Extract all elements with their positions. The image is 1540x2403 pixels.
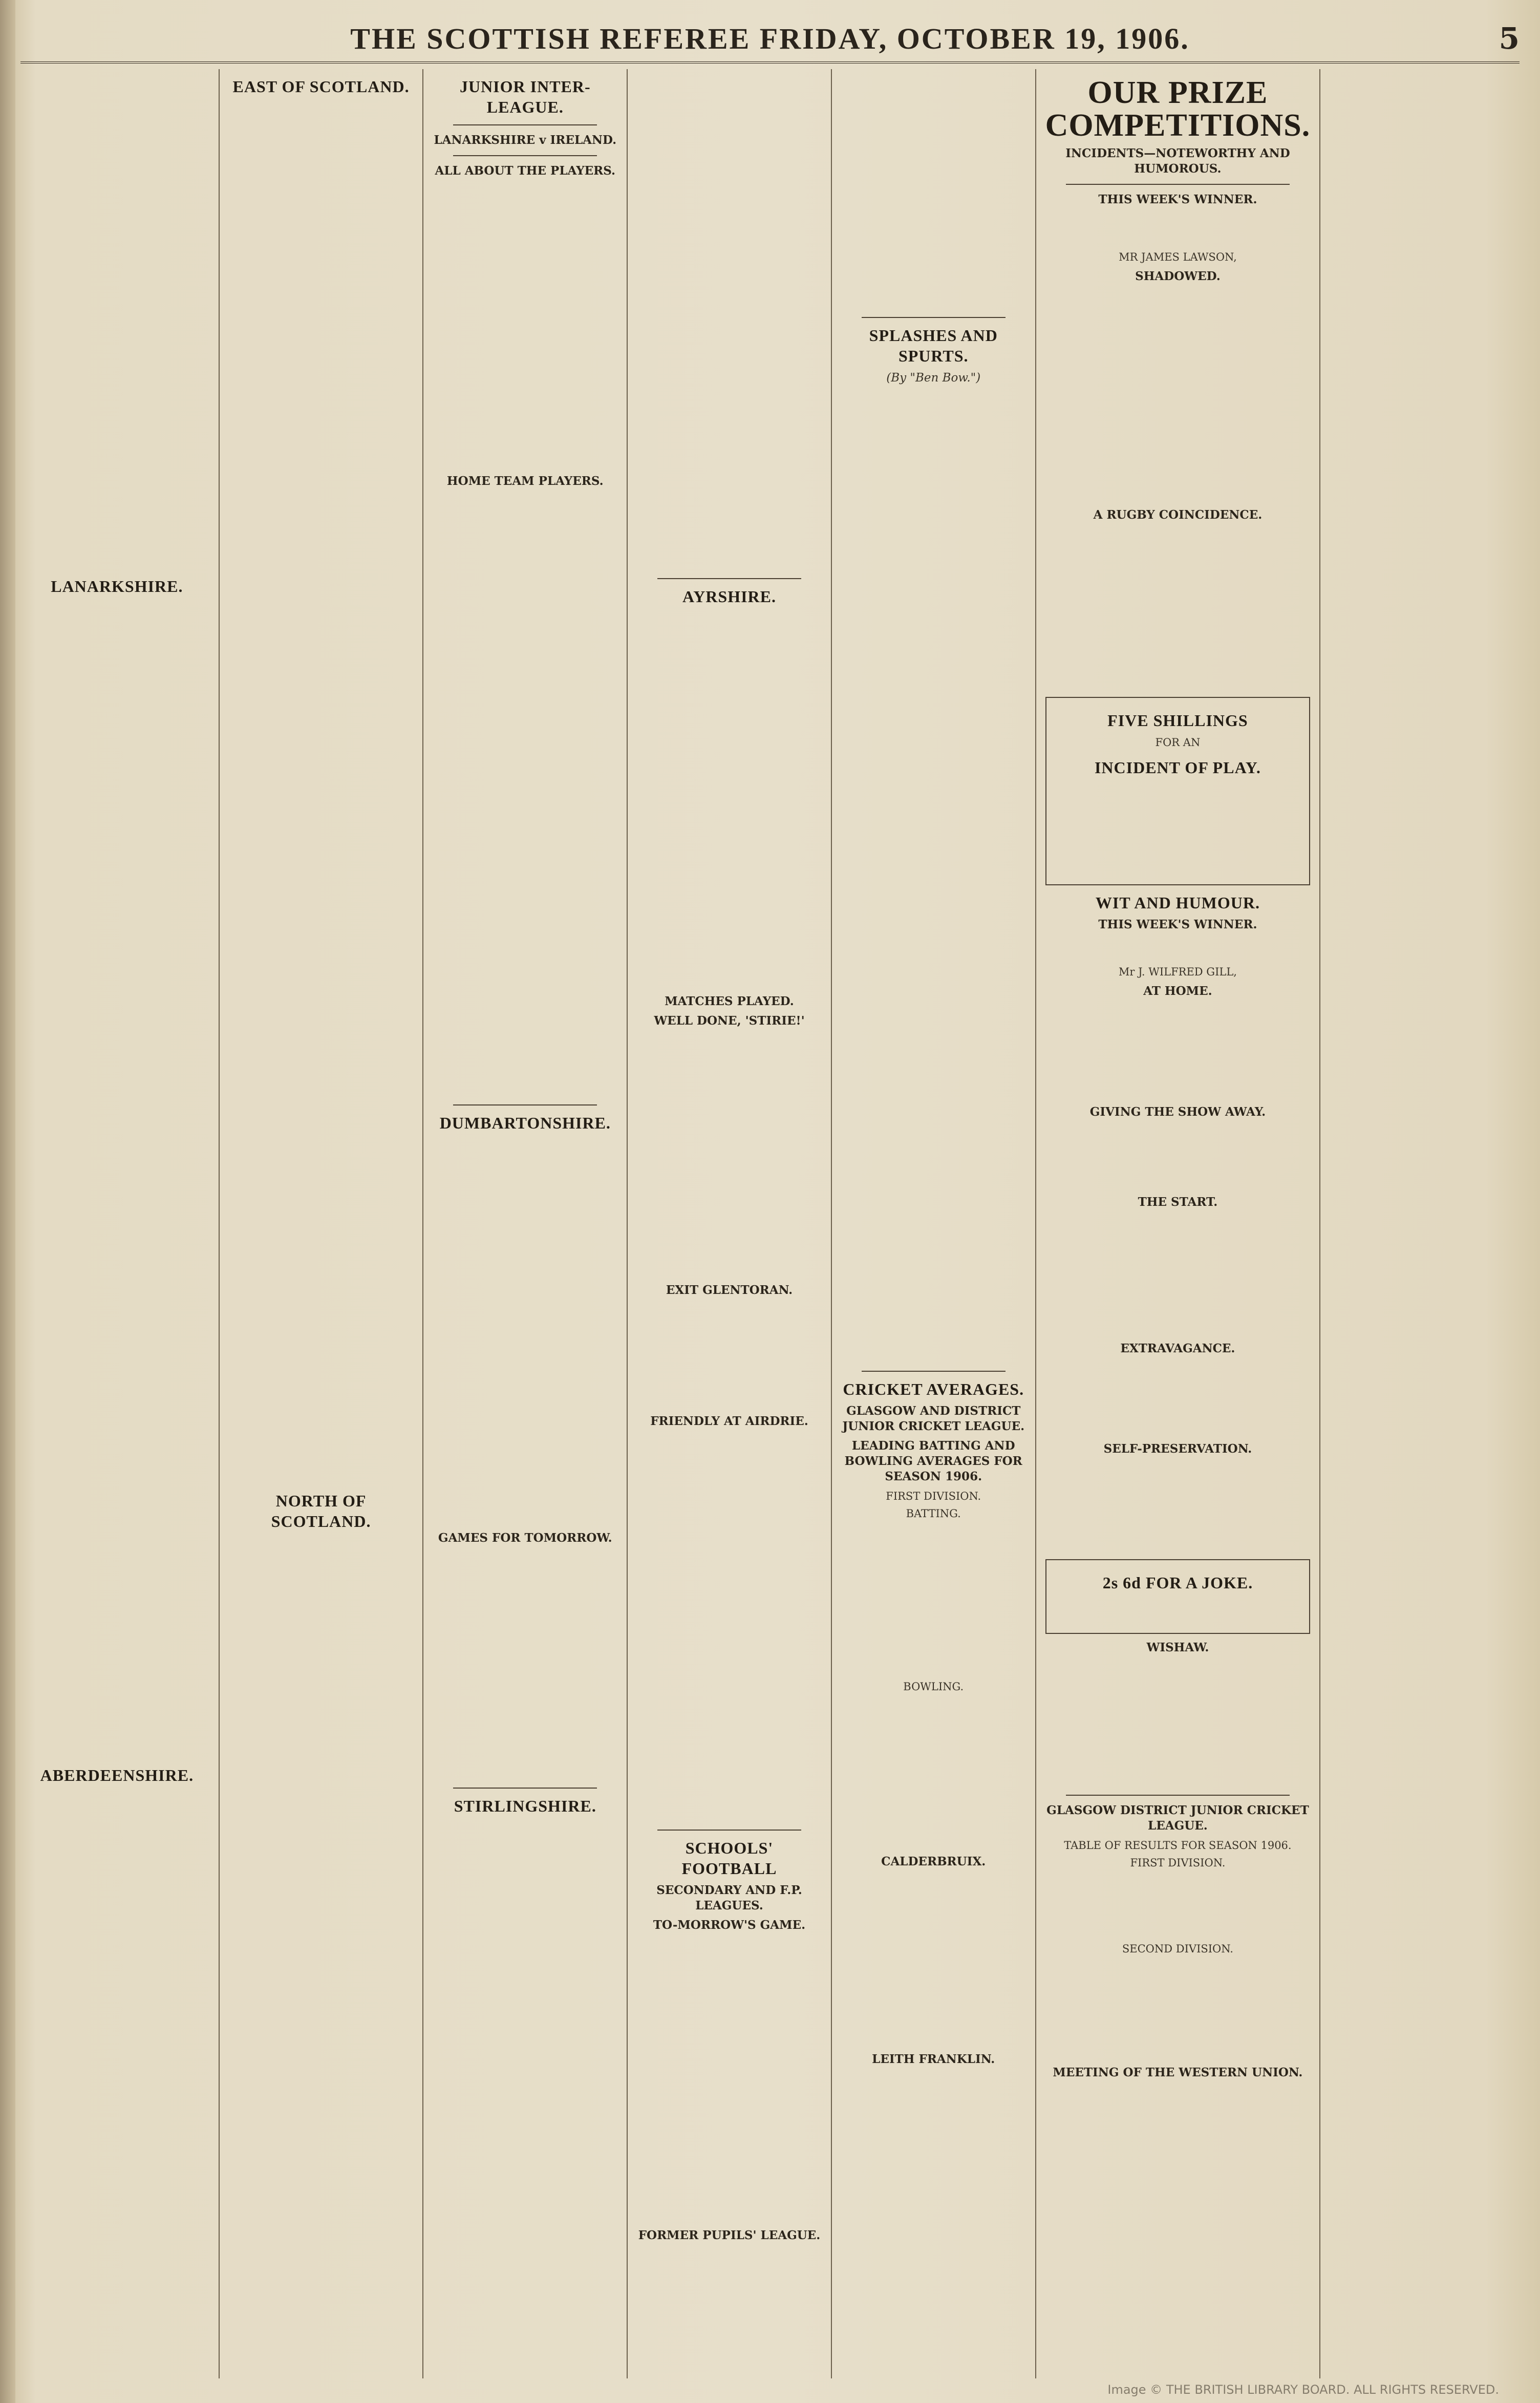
body-text-block xyxy=(1045,211,1311,247)
body-text-block xyxy=(841,69,1026,310)
heading-for-an: FOR AN xyxy=(1155,736,1201,749)
page-number: 5 xyxy=(1499,21,1520,56)
heading-cricket-averages: CRICKET AVERAGES. xyxy=(843,1380,1024,1398)
subheading-matches-played: MATCHES PLAYED. xyxy=(665,994,794,1008)
heading-splashes-and-spurts: SPLASHES AND SPURTS. xyxy=(869,326,998,365)
subheading-giving-show-away: GIVING THE SHOW AWAY. xyxy=(1089,1105,1266,1119)
table-block xyxy=(1045,1660,1311,1788)
subheading-tomorrows-game: TO-MORROW'S GAME. xyxy=(653,1918,806,1932)
body-text-block xyxy=(229,101,414,1483)
subheading-first-division-6: FIRST DIVISION. xyxy=(1130,1857,1226,1869)
masthead xyxy=(20,15,1520,63)
body-text-block xyxy=(1045,1124,1311,1190)
body-text-block xyxy=(1045,1461,1311,1553)
divider xyxy=(453,155,597,156)
body-text-block xyxy=(25,1790,209,2250)
table-block xyxy=(841,1874,1026,2048)
heading-ayrshire: AYRSHIRE. xyxy=(682,587,776,606)
subheading-meeting-western-union: MEETING OF THE WESTERN UNION. xyxy=(1053,2066,1303,2079)
subheading-exit-glentoran: EXIT GLENTORAN. xyxy=(666,1283,793,1297)
subheading-self-preservation: SELF-PRESERVATION. xyxy=(1103,1442,1252,1456)
body-text-block xyxy=(841,391,1026,1364)
body-text-block xyxy=(1045,2085,1311,2218)
heading-north-of-scotland: NORTH OF SCOTLAND. xyxy=(271,1492,371,1530)
divider xyxy=(1066,184,1290,185)
divider xyxy=(862,1371,1006,1372)
body-text-block xyxy=(637,1937,822,2224)
column-4 xyxy=(628,69,832,2378)
heading-five-shillings: FIVE SHILLINGS xyxy=(1107,711,1248,730)
divider xyxy=(657,1830,801,1831)
table-block xyxy=(841,2071,1026,2225)
subheading-leading-averages: LEADING BATTING AND BOWLING AVERAGES FOR SEASON 1906. xyxy=(844,1439,1022,1483)
column-3 xyxy=(423,69,628,2378)
subheading-at-home: AT HOME. xyxy=(1143,984,1212,998)
subheading-games-for-tomorrow: GAMES FOR TOMORROW. xyxy=(438,1531,612,1545)
subheading-second-division: SECOND DIVISION. xyxy=(1122,1943,1233,1955)
columns xyxy=(15,69,1525,2378)
table-block xyxy=(841,1523,1026,1677)
body-text-block xyxy=(1045,1003,1311,1100)
body-text-block xyxy=(25,601,209,1758)
subheading-extravagance: EXTRAVAGANCE. xyxy=(1120,1342,1235,1355)
subheading-all-about-players: ALL ABOUT THE PLAYERS. xyxy=(435,164,616,178)
table-block xyxy=(841,1696,1026,1850)
subheading-glasgow-district-cricket: GLASGOW DISTRICT JUNIOR CRICKET LEAGUE. xyxy=(1046,1803,1309,1833)
heading-joke-prize: 2s 6d FOR A JOKE. xyxy=(1102,1573,1253,1592)
subheading-rugby-coincidence: A RUGBY COINCIDENCE. xyxy=(1093,508,1263,522)
column-7 xyxy=(1320,69,1525,2378)
body-text-block xyxy=(433,1820,617,2076)
heading-lanarkshire: LANARKSHIRE. xyxy=(51,577,183,596)
subheading-this-weeks-winner-2: THIS WEEK'S WINNER. xyxy=(1098,918,1257,931)
heading-east-of-scotland: EAST OF SCOTLAND. xyxy=(232,77,410,96)
body-text-block xyxy=(1045,1360,1311,1437)
subheading-bowling: BOWLING. xyxy=(903,1681,964,1693)
subheading-shadowed: SHADOWED. xyxy=(1135,269,1221,283)
heading-stirlingshire: STIRLINGSHIRE. xyxy=(454,1797,596,1815)
body-text-block xyxy=(1045,288,1311,503)
subheading-leith-franklin: LEITH FRANKLIN. xyxy=(872,2052,995,2066)
body-text-block xyxy=(637,611,822,990)
winner-2-name: Mr J. WILFRED GILL, xyxy=(1118,966,1237,978)
copyright-footer: Image © THE BRITISH LIBRARY BOARD. ALL RIGHTS RESERVED. xyxy=(1107,2383,1499,2397)
body-text-block xyxy=(433,183,617,470)
subheading-table-of-results: TABLE OF RESULTS FOR SEASON 1906. xyxy=(1064,1839,1292,1852)
divider xyxy=(862,317,1006,318)
byline: (By "Ben Bow.") xyxy=(886,371,981,385)
subheading-wishaw: WISHAW. xyxy=(1146,1641,1209,1654)
heading-junior-inter-league: JUNIOR INTER-LEAGUE. xyxy=(459,77,591,116)
heading-schools-football: SCHOOLS' FOOTBALL xyxy=(681,1839,777,1878)
subheading-well-done-stirie: WELL DONE, 'STIRIE!' xyxy=(654,1014,805,1028)
subheading-calderbruix: CALDERBRUIX. xyxy=(881,1855,986,1868)
five-shillings-box xyxy=(1045,697,1311,885)
body-text-block xyxy=(433,1137,617,1526)
subheading-glasgow-junior-cricket: GLASGOW AND DISTRICT JUNIOR CRICKET LEAGUE. xyxy=(842,1404,1025,1433)
body-text-block xyxy=(1052,782,1304,879)
heading-prize-competitions: OUR PRIZE COMPETITIONS. xyxy=(1045,75,1311,143)
joke-box xyxy=(1045,1559,1311,1634)
divider xyxy=(1066,1795,1290,1796)
body-text-block xyxy=(637,1433,822,1822)
subheading-secondary-leagues: SECONDARY AND F.P. LEAGUES. xyxy=(656,1883,802,1912)
body-text-block xyxy=(637,1302,822,1410)
winner-name: MR JAMES LAWSON, xyxy=(1119,251,1237,263)
body-text-block xyxy=(1052,1597,1304,1628)
divider xyxy=(453,1104,597,1105)
body-text-block xyxy=(25,88,209,569)
column-5 xyxy=(832,69,1036,2378)
body-text-block xyxy=(637,69,822,571)
divider xyxy=(657,578,801,579)
subheading-former-pupils-league: FORMER PUPILS' LEAGUE. xyxy=(638,2228,821,2242)
heading-aberdeenshire: ABERDEENSHIRE. xyxy=(40,1766,194,1784)
subheading-home-team-players: HOME TEAM PLAYERS. xyxy=(446,474,604,488)
body-text-block xyxy=(433,493,617,1097)
masthead-title: THE SCOTTISH REFEREE FRIDAY, OCTOBER 19, 1906. xyxy=(350,22,1190,55)
subheading-this-weeks-winner: THIS WEEK'S WINNER. xyxy=(1098,193,1257,206)
body-text-block xyxy=(229,1536,414,2304)
divider xyxy=(453,1788,597,1789)
subheading-incidents: INCIDENTS—NOTEWORTHY AND HUMOROUS. xyxy=(1065,146,1290,176)
heading-incident-of-play: INCIDENT OF PLAY. xyxy=(1094,758,1261,777)
body-text-block xyxy=(1045,527,1311,691)
subheading-friendly-at-airdrie: FRIENDLY AT AIRDRIE. xyxy=(650,1414,808,1428)
binding-spine xyxy=(0,0,15,2403)
column-2 xyxy=(220,69,424,2378)
subheading-the-start: THE START. xyxy=(1138,1195,1218,1209)
body-text-block xyxy=(637,1033,822,1279)
body-text-block xyxy=(1045,1214,1311,1337)
table-block xyxy=(1045,1959,1311,2061)
body-text-block xyxy=(637,2247,822,2360)
column-6 xyxy=(1036,69,1321,2378)
table-block xyxy=(1045,1873,1311,1939)
subheading-first-division: FIRST DIVISION. xyxy=(886,1490,981,1502)
subheading-batting: BATTING. xyxy=(906,1507,961,1520)
body-text-block xyxy=(433,1550,617,1780)
heading-wit-and-humour: WIT AND HUMOUR. xyxy=(1095,894,1260,912)
column-1 xyxy=(15,69,220,2378)
body-text-block xyxy=(1045,937,1311,962)
article-text xyxy=(25,69,209,84)
subheading-lanarkshire-v-ireland: LANARKSHIRE v IRELAND. xyxy=(434,133,617,147)
divider xyxy=(453,124,597,125)
heading-dumbartonshire: DUMBARTONSHIRE. xyxy=(439,1114,611,1132)
